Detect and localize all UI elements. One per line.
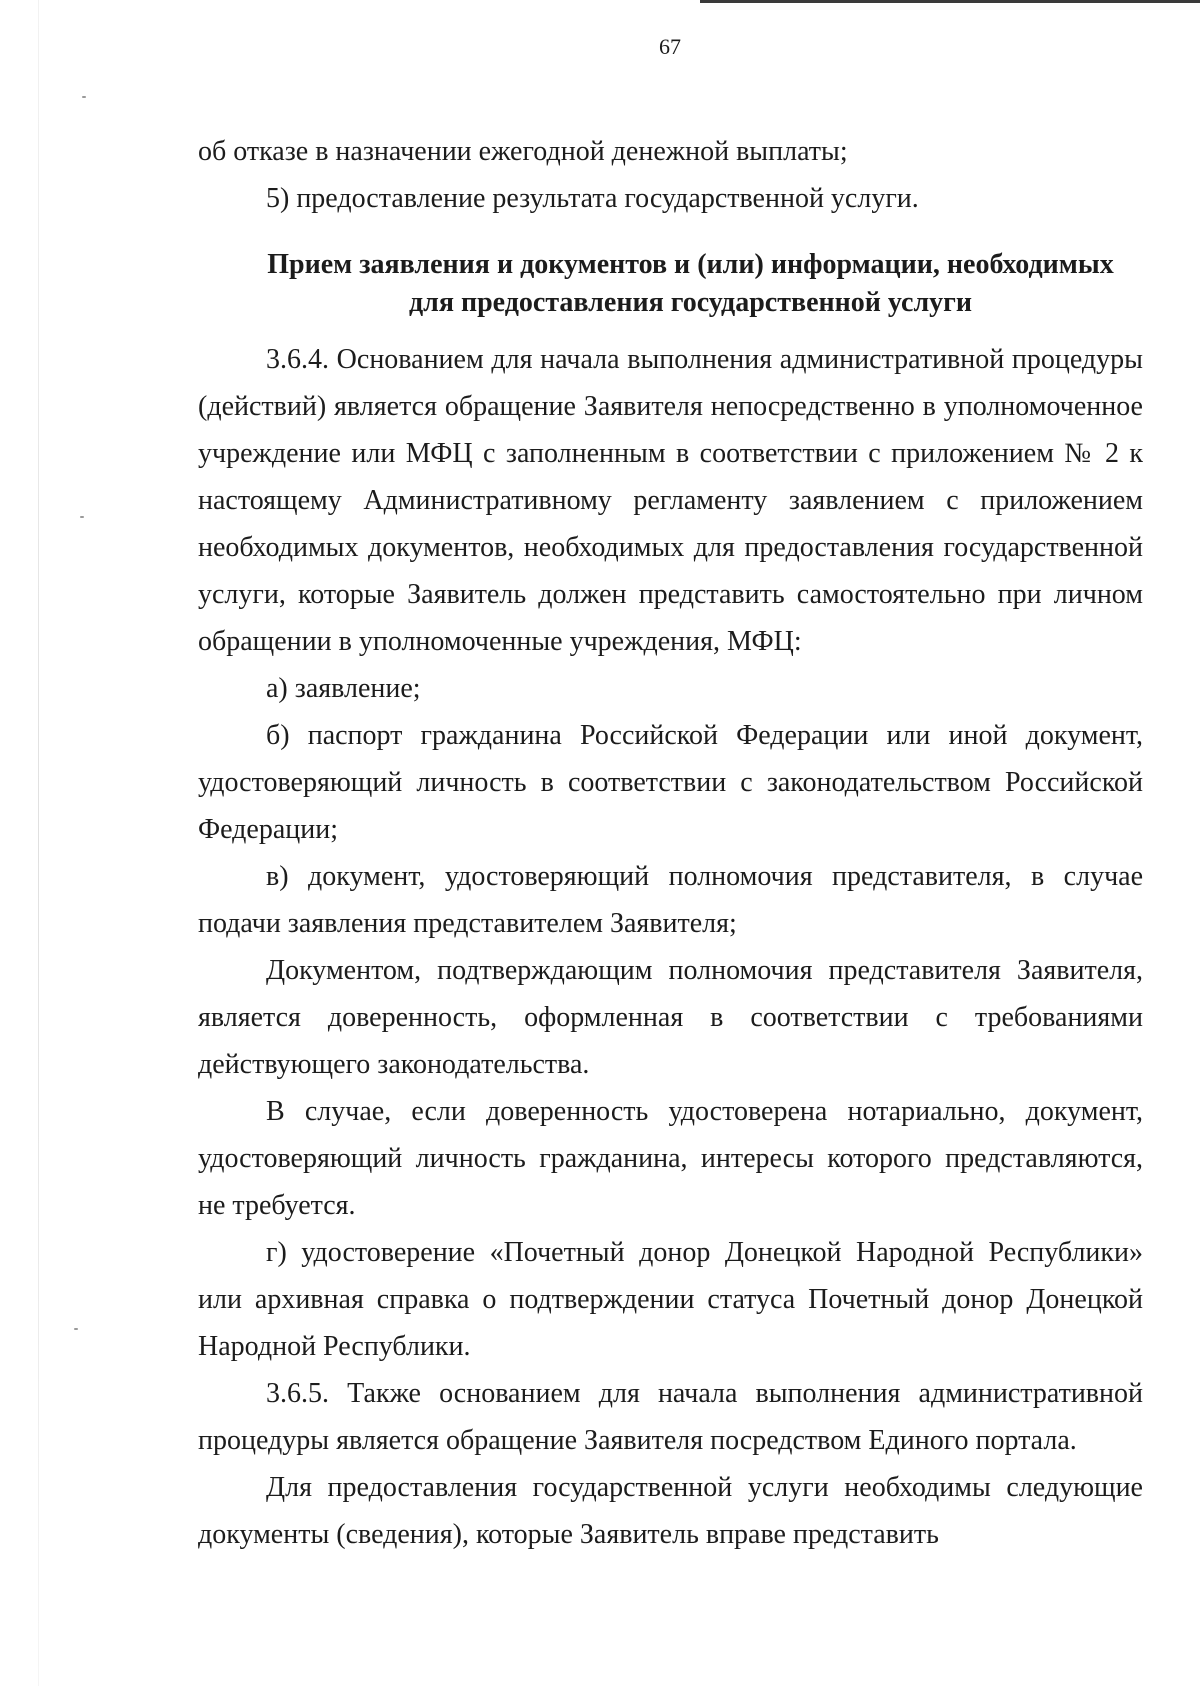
top-edge-rule — [700, 0, 1200, 3]
paragraph-required-documents: Для предоставления государственной услуги необходимы следующие документы (сведения), которые Заявитель вправе представить — [198, 1472, 1143, 1550]
scan-speck — [82, 96, 86, 98]
scan-edge-shadow — [38, 0, 39, 1686]
paragraph-3-6-5: 3.6.5. Также основанием для начала выполнения административной процедуры является обращение Заявителя посредством Единого портала. — [198, 1378, 1143, 1456]
section-heading — [198, 246, 1143, 322]
section-heading-line-1: Прием заявления и документов и (или) информации, необходимых — [267, 249, 1114, 280]
paragraph-notary: В случае, если доверенность удостоверена нотариально, документ, удостоверяющий личность гражданина, интересы которого представляются, не требуется. — [198, 1096, 1143, 1221]
section-heading-line-2: для предоставления государственной услуги — [408, 287, 973, 318]
scan-speck — [74, 1328, 78, 1330]
scan-speck — [80, 516, 84, 518]
list-item-v: в) документ, удостоверяющий полномочия представителя, в случае подачи заявления представителем Заявителя; — [198, 861, 1143, 939]
paragraph-power-of-attorney: Документом, подтверждающим полномочия представителя Заявителя, является доверенность, оформленная в соответствии с требованиями действующего законодательства. — [198, 955, 1143, 1080]
list-item-g: г) удостоверение «Почетный донор Донецкой Народной Республики» или архивная справка о подтверждении статуса Почетный донор Донецкой Народной Республики. — [198, 1237, 1143, 1362]
continuation-line: об отказе в назначении ежегодной денежной выплаты; — [198, 136, 848, 167]
page-number: 67 — [659, 34, 681, 59]
list-item-a: а) заявление; — [266, 673, 421, 704]
list-item-5: 5) предоставление результата государственной услуги. — [266, 183, 919, 214]
paragraph-3-6-4: 3.6.4. Основанием для начала выполнения административной процедуры (действий) является обращение Заявителя непосредственно в уполномоченное учреждение или МФЦ с заполненным в соответствии с приложением № 2 к настоящему Административному регламенту заявлением с приложением необходимых документов, необходимых для предоставления государственной услуги, которые Заявитель должен представить самостоятельно при личном обращении в уполномоченные учреждения, МФЦ: — [198, 344, 1143, 657]
list-item-b: б) паспорт гражданина Российской Федерации или иной документ, удостоверяющий личность в соответствии с законодательством Российской Федерации; — [198, 720, 1143, 845]
document-body — [198, 128, 1143, 1558]
